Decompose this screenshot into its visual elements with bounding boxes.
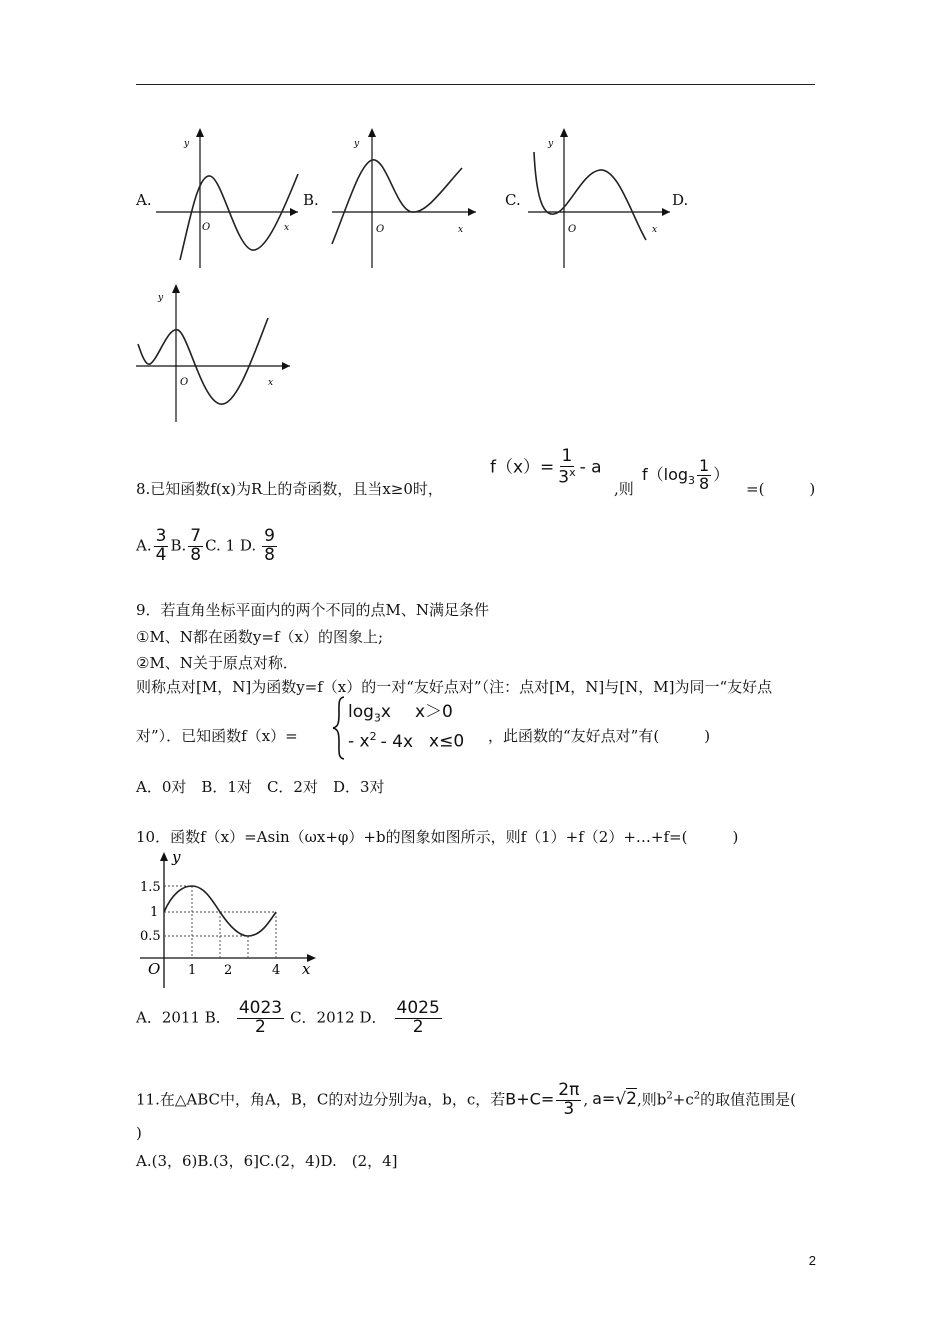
origin-label: O (202, 222, 211, 233)
q8-then: ,则 (614, 480, 634, 498)
q10-tick-0-5: 0.5 (140, 929, 161, 944)
q10-y-label: y (172, 848, 181, 866)
q9-line-1: 9．若直角坐标平面内的两个不同的点M、N满足条件 (136, 601, 490, 619)
q10-x-label: x (302, 960, 311, 978)
header-rule (136, 84, 815, 85)
q9-options: A．0对 B．1对 C．2对 D．3对 (136, 778, 385, 796)
graph-option-c (528, 124, 674, 270)
q10-sine-graph (136, 848, 320, 992)
q11-options: A.(3，6)B.(3，6]C.(2，4)D. (2，4] (136, 1152, 398, 1170)
y-axis-label: y (184, 139, 190, 149)
origin-label: O (376, 224, 385, 235)
graph-option-a (150, 124, 300, 270)
q10-xtick-2: 2 (224, 963, 233, 978)
option-d-label: D. (672, 191, 689, 209)
x-axis-label: x (268, 378, 274, 388)
x-axis-label: x (284, 223, 290, 233)
q10-origin: O (148, 960, 161, 978)
graph-option-b (330, 124, 480, 270)
y-axis-label: y (548, 139, 554, 149)
q8-eval: $f(\log_3$ $\frac{1}{8}$ ） (642, 456, 730, 493)
x-axis-label: x (458, 225, 464, 235)
q9-line-3: ②M、N关于原点对称． (136, 654, 298, 672)
q9-line-5-suffix: ，此函数的“友好点对”有( ) (488, 727, 711, 745)
graph-option-d (136, 280, 292, 424)
q8-end: =( ) (746, 480, 816, 498)
origin-label: O (568, 224, 577, 235)
q9-case-1: $\log_3x$ x＞0 (348, 702, 453, 725)
q8-options: A. $\frac{3}{4}$ B. $\frac{7}{8}$ C. 1 D. $\frac{9}{8}$ (136, 526, 275, 565)
q11-stem: 11.在△ABC中，角A，B，C的对边分别为a，b，c，若B+C= $\frac{2\pi}{3}$ , a=√2,则$b^2+c^2$的取值范围是( (136, 1080, 796, 1119)
q10-xtick-1: 1 (188, 963, 197, 978)
option-a-label: A. (136, 191, 152, 209)
q8-stem: 8.已知函数f(x)为R上的奇函数，且当x≥0时， (136, 480, 443, 498)
option-c-label: C. (505, 191, 521, 209)
q9-line-4: 则称点对[M，N]为函数y=f（x）的一对“友好点对”（注：点对[M，N]与[N，M]为同一“友好点 (136, 678, 773, 696)
y-axis-label: y (354, 139, 360, 149)
option-b-label: B. (303, 191, 319, 209)
q9-line-5-prefix: 对”）．已知函数f（x）= (136, 727, 298, 745)
q9-case-2: - $x^2 - 4x$ x≤0 (348, 730, 465, 752)
q9-line-2: ①M、N都在函数y=f（x）的图象上; (136, 628, 384, 646)
q10-tick-1-5: 1.5 (140, 880, 161, 895)
left-brace-icon (332, 696, 346, 760)
q10-xtick-4: 4 (272, 963, 281, 978)
q10-tick-1: 1 (150, 905, 159, 920)
x-axis-label: x (652, 225, 658, 235)
y-axis-label: y (158, 293, 164, 303)
q10-options: A．2011 B． $\frac{4023}{2}$ C．2012 D． $\frac{4025}{2}$ (136, 998, 440, 1037)
q8-formula: f（x）= $\frac{1}{3^x}$ - a (490, 446, 602, 488)
page-number: 2 (808, 1253, 816, 1268)
q10-stem: 10．函数f（x）=Asin（ωx+φ）+b的图象如图所示，则f（1）+f（2）+…+f=( ) (136, 828, 739, 846)
q11-line-2: ) (136, 1124, 142, 1142)
origin-label: O (180, 377, 189, 388)
